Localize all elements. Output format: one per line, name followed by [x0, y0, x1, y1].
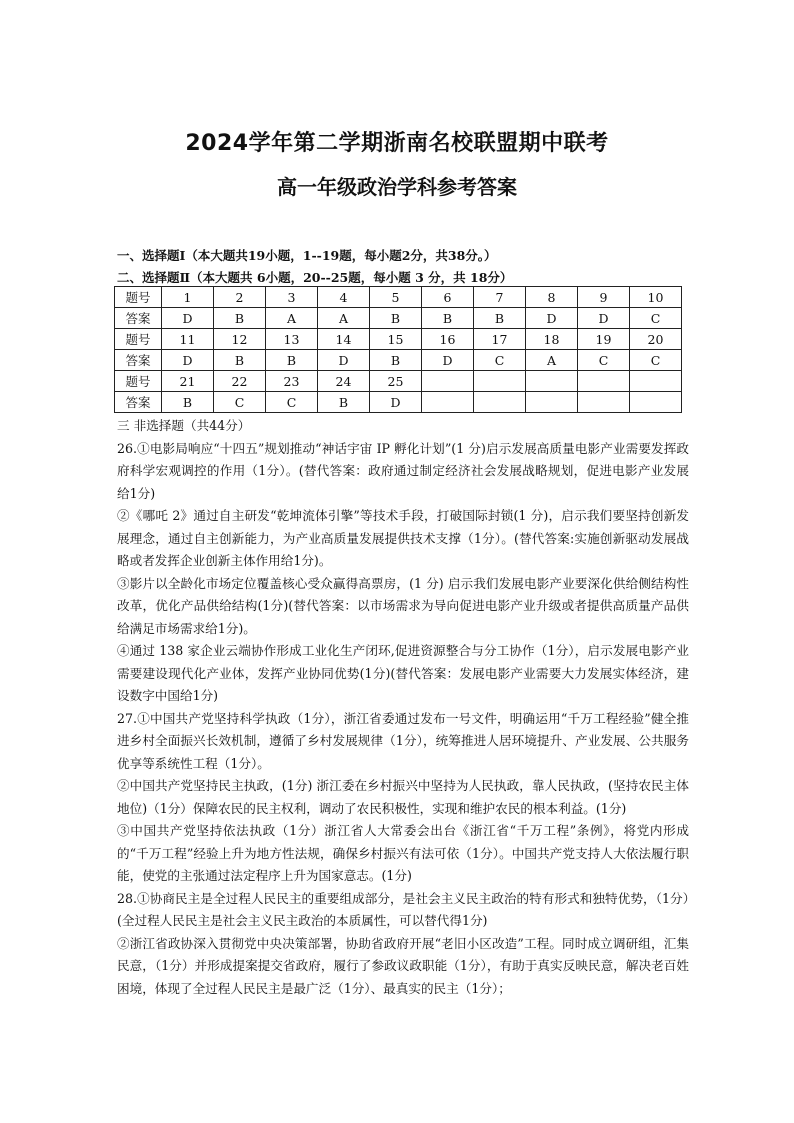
question-number [578, 371, 630, 392]
answer-cell: B [370, 350, 422, 371]
question-number: 25 [370, 371, 422, 392]
answer-cell [422, 392, 474, 413]
question-number: 14 [318, 329, 370, 350]
question-number: 10 [630, 287, 682, 308]
answer-cell: B [162, 392, 214, 413]
table-row [115, 287, 682, 308]
answer-paragraph: ③影片以全龄化市场定位覆盖核心受众赢得高票房，(1 分) 启示我们发展电影产业要深化供给侧结构性改革，优化产品供给结构(1分)(替代答案：以市场需求为导向促进电影产业升级或者提供高质量产品供给满足市场需求给1分)。 [117, 575, 689, 636]
answer-paragraph: 28.①协商民主是全过程人民民主的重要组成部分，是社会主义民主政治的特有形式和独特优势，（1分）(全过程人民民主是社会主义民主政治的本质属性，可以替代得1分) [117, 890, 689, 928]
question-number: 11 [162, 329, 214, 350]
answer-cell: B [214, 308, 266, 329]
question-number: 16 [422, 329, 474, 350]
question-number: 17 [474, 329, 526, 350]
answer-cell: C [266, 392, 318, 413]
answer-cell: C [214, 392, 266, 413]
question-number [422, 371, 474, 392]
question-label: 题号 [115, 329, 162, 350]
question-number: 7 [474, 287, 526, 308]
answer-cell: B [474, 308, 526, 329]
question-number: 15 [370, 329, 422, 350]
table-row [115, 308, 682, 329]
document-subtitle: 高一年级政治学科参考答案 [277, 175, 517, 199]
answer-cell [630, 392, 682, 413]
answer-cell: C [630, 350, 682, 371]
section-2-heading: 二、选择题Ⅱ（本大题共 6小题，20--25题，每小题 3 分，共 18分） [117, 270, 513, 285]
question-number: 1 [162, 287, 214, 308]
answer-paragraph: 27.①中国共产党坚持科学执政（1分），浙江省委通过发布一号文件，明确运用“千万工程经验”健全推进乡村全面振兴长效机制，遵循了乡村发展规律（1分），统筹推进人居环境提升、产业发展、公共服务优享等系统性工程（1分）。 [117, 710, 689, 771]
answer-paragraph: ②浙江省政协深入贯彻党中央决策部署，协助省政府开展“老旧小区改造”工程。同时成立调研组，汇集民意，（1分）并形成提案提交省政府，履行了参政议政职能（1分），有助于真实反映民意，解决老百姓困境，体现了全过程人民民主是最广泛（1分）、最真实的民主（1分）； [117, 935, 689, 996]
answer-table [114, 286, 682, 413]
answer-paragraph: ②《哪吒 2》通过自主研发“乾坤流体引擎”等技术手段，打破国际封锁(1 分)，启示我们要坚持创新发展理念，通过自主创新能力，为产业高质量发展提供技术支撑（1分）。(替代答案:实施创新驱动发展战略或者发挥企业创新主体作用给1分)。 [117, 508, 689, 568]
answer-cell [526, 392, 578, 413]
question-number [630, 371, 682, 392]
question-number: 8 [526, 287, 578, 308]
question-label: 题号 [115, 371, 162, 392]
question-number: 2 [214, 287, 266, 308]
answer-cell: A [266, 308, 318, 329]
answer-label: 答案 [115, 392, 162, 413]
answer-cell: D [162, 350, 214, 371]
answer-cell: D [422, 350, 474, 371]
answer-cell: D [578, 308, 630, 329]
question-number [526, 371, 578, 392]
answer-paragraph: ②中国共产党坚持民主执政，(1分) 浙江委在乡村振兴中坚持为人民执政，靠人民执政，(坚持农民主体地位)（1分）保障农民的民主权利，调动了农民积极性，实现和维护农民的根本利益。(1分) [117, 778, 689, 816]
answer-cell: B [318, 392, 370, 413]
question-number [474, 371, 526, 392]
question-number: 22 [214, 371, 266, 392]
non-choice-answers [117, 415, 689, 1000]
answer-cell: D [526, 308, 578, 329]
answer-cell: A [318, 308, 370, 329]
question-number: 4 [318, 287, 370, 308]
answer-cell: C [630, 308, 682, 329]
question-label: 题号 [115, 287, 162, 308]
question-number: 3 [266, 287, 318, 308]
section-3-heading: 三 非选择题（共44分） [117, 418, 251, 433]
answer-label: 答案 [115, 350, 162, 371]
answer-cell: D [162, 308, 214, 329]
question-number: 9 [578, 287, 630, 308]
answer-cell: B [266, 350, 318, 371]
answer-cell: C [578, 350, 630, 371]
answer-cell: D [370, 392, 422, 413]
answer-cell: A [526, 350, 578, 371]
answer-cell: B [214, 350, 266, 371]
question-number: 5 [370, 287, 422, 308]
answer-cell: C [474, 350, 526, 371]
table-row [115, 392, 682, 413]
question-number: 19 [578, 329, 630, 350]
answer-cell [578, 392, 630, 413]
question-number: 23 [266, 371, 318, 392]
question-number: 6 [422, 287, 474, 308]
answer-cell: B [370, 308, 422, 329]
question-number: 21 [162, 371, 214, 392]
table-row [115, 329, 682, 350]
answer-paragraph: 26.①电影局响应“十四五”规划推动“神话宇宙 IP 孵化计划”(1 分)启示发展高质量电影产业需要发挥政府科学宏观调控的作用（1分）。(替代答案：政府通过制定经济社会发展战略规划，促进电影产业发展给1分) [117, 440, 689, 501]
answer-label: 答案 [115, 308, 162, 329]
question-number: 24 [318, 371, 370, 392]
answer-paragraph: ④通过 138 家企业云端协作形成工业化生产闭环,促进资源整合与分工协作（1分），启示发展电影产业需要建设现代化产业体，发挥产业协同优势(1分)(替代答案：发展电影产业需要大力发展实体经济，建设数字中国给1分) [117, 643, 689, 703]
question-number: 13 [266, 329, 318, 350]
section-1-heading: 一、选择题Ⅰ（本大题共19小题，1--19题，每小题2分，共38分。） [117, 248, 497, 263]
answer-cell [474, 392, 526, 413]
answer-cell: B [422, 308, 474, 329]
table-row [115, 371, 682, 392]
question-number: 20 [630, 329, 682, 350]
question-number: 12 [214, 329, 266, 350]
table-row [115, 350, 682, 371]
answer-cell: D [318, 350, 370, 371]
question-number: 18 [526, 329, 578, 350]
answer-paragraph: ③中国共产党坚持依法执政（1分）浙江省人大常委会出台《浙江省“千万工程”条例》，将党内形成的“千万工程”经验上升为地方性法规，确保乡村振兴有法可依（1分）。中国共产党支持人大依法履行职能，使党的主张通过法定程序上升为国家意志。(1分) [117, 823, 689, 883]
document-title: 2024学年第二学期浙南名校联盟期中联考 [185, 131, 609, 156]
